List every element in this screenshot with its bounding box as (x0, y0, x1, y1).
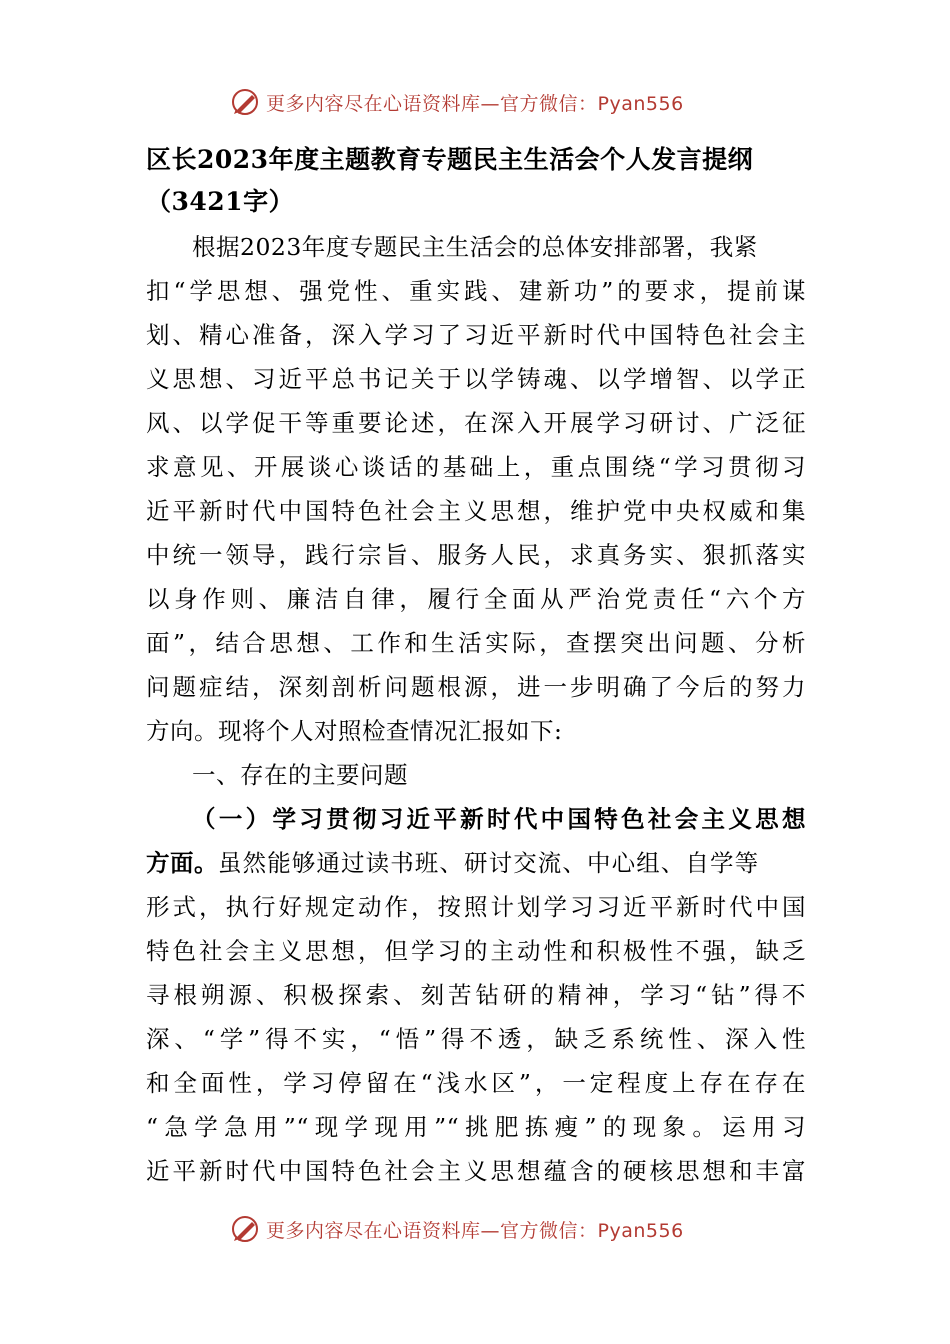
document-title: 区长2023年度主题教育专题民主生活会个人发言提纲 (146, 145, 754, 174)
watermark-banner-top (230, 85, 684, 119)
body-line-mixed (146, 843, 806, 883)
body-line: 深、“学”得不实，“悟”得不透，缺乏系统性、深入性 (146, 1025, 806, 1053)
body-line: 形式，执行好规定动作，按照计划学习习近平新时代中国 (146, 893, 806, 921)
body-line: 近平新时代中国特色社会主义思想蕴含的硬核思想和丰富 (146, 1157, 806, 1185)
watermark-text: 更多内容尽在心语资料库—官方微信：Pyan556 (266, 92, 684, 115)
body-line: 义思想、习近平总书记关于以学铸魂、以学增智、以学正 (146, 365, 806, 393)
document-word-count: （3421字） (146, 187, 295, 216)
watermark-banner-bottom (230, 1212, 684, 1246)
body-line: 中统一领导，践行宗旨、服务人民，求真务实、狠抓落实 (146, 541, 806, 569)
body-line: 扣“学思想、强党性、重实践、建新功”的要求，提前谋 (146, 277, 806, 305)
body-line: “急学急用”“现学现用”“挑肥拣瘦”的现象。运用习 (146, 1113, 806, 1141)
body-line: 面”，结合思想、工作和生活实际，查摆突出问题、分析 (146, 629, 806, 657)
section-heading: 一、存在的主要问题 (192, 761, 408, 789)
body-line: 特色社会主义思想，但学习的主动性和积极性不强，缺乏 (146, 937, 806, 965)
body-line: 近平新时代中国特色社会主义思想，维护党中央权威和集 (146, 497, 806, 525)
body-line-text: 虽然能够通过读书班、研讨交流、中心组、自学等 (218, 849, 760, 877)
body-line: 和全面性，学习停留在“浅水区”，一定程度上存在存在 (146, 1069, 806, 1097)
body-line: 以身作则、廉洁自律，履行全面从严治党责任“六个方 (146, 585, 806, 613)
subsection-heading: （一）学习贯彻习近平新时代中国特色社会主义思想 (192, 805, 806, 833)
body-line: 求意见、开展谈心谈话的基础上，重点围绕“学习贯彻习 (146, 453, 806, 481)
pen-logo-icon (230, 1214, 260, 1244)
body-line: 方向。现将个人对照检查情况汇报如下: (146, 717, 563, 745)
watermark-text: 更多内容尽在心语资料库—官方微信：Pyan556 (266, 1219, 684, 1242)
body-line: 划、精心准备，深入学习了习近平新时代中国特色社会主 (146, 321, 806, 349)
body-line: 风、以学促干等重要论述，在深入开展学习研讨、广泛征 (146, 409, 806, 437)
body-line: 问题症结，深刻剖析问题根源，进一步明确了今后的努力 (146, 673, 806, 701)
body-line: 寻根朔源、积极探索、刻苦钻研的精神，学习“钻”得不 (146, 981, 806, 1009)
pen-logo-icon (230, 87, 260, 117)
body-line: 根据2023年度专题民主生活会的总体安排部署，我紧 (192, 233, 758, 261)
subsection-heading-end: 方面。 (146, 849, 218, 877)
